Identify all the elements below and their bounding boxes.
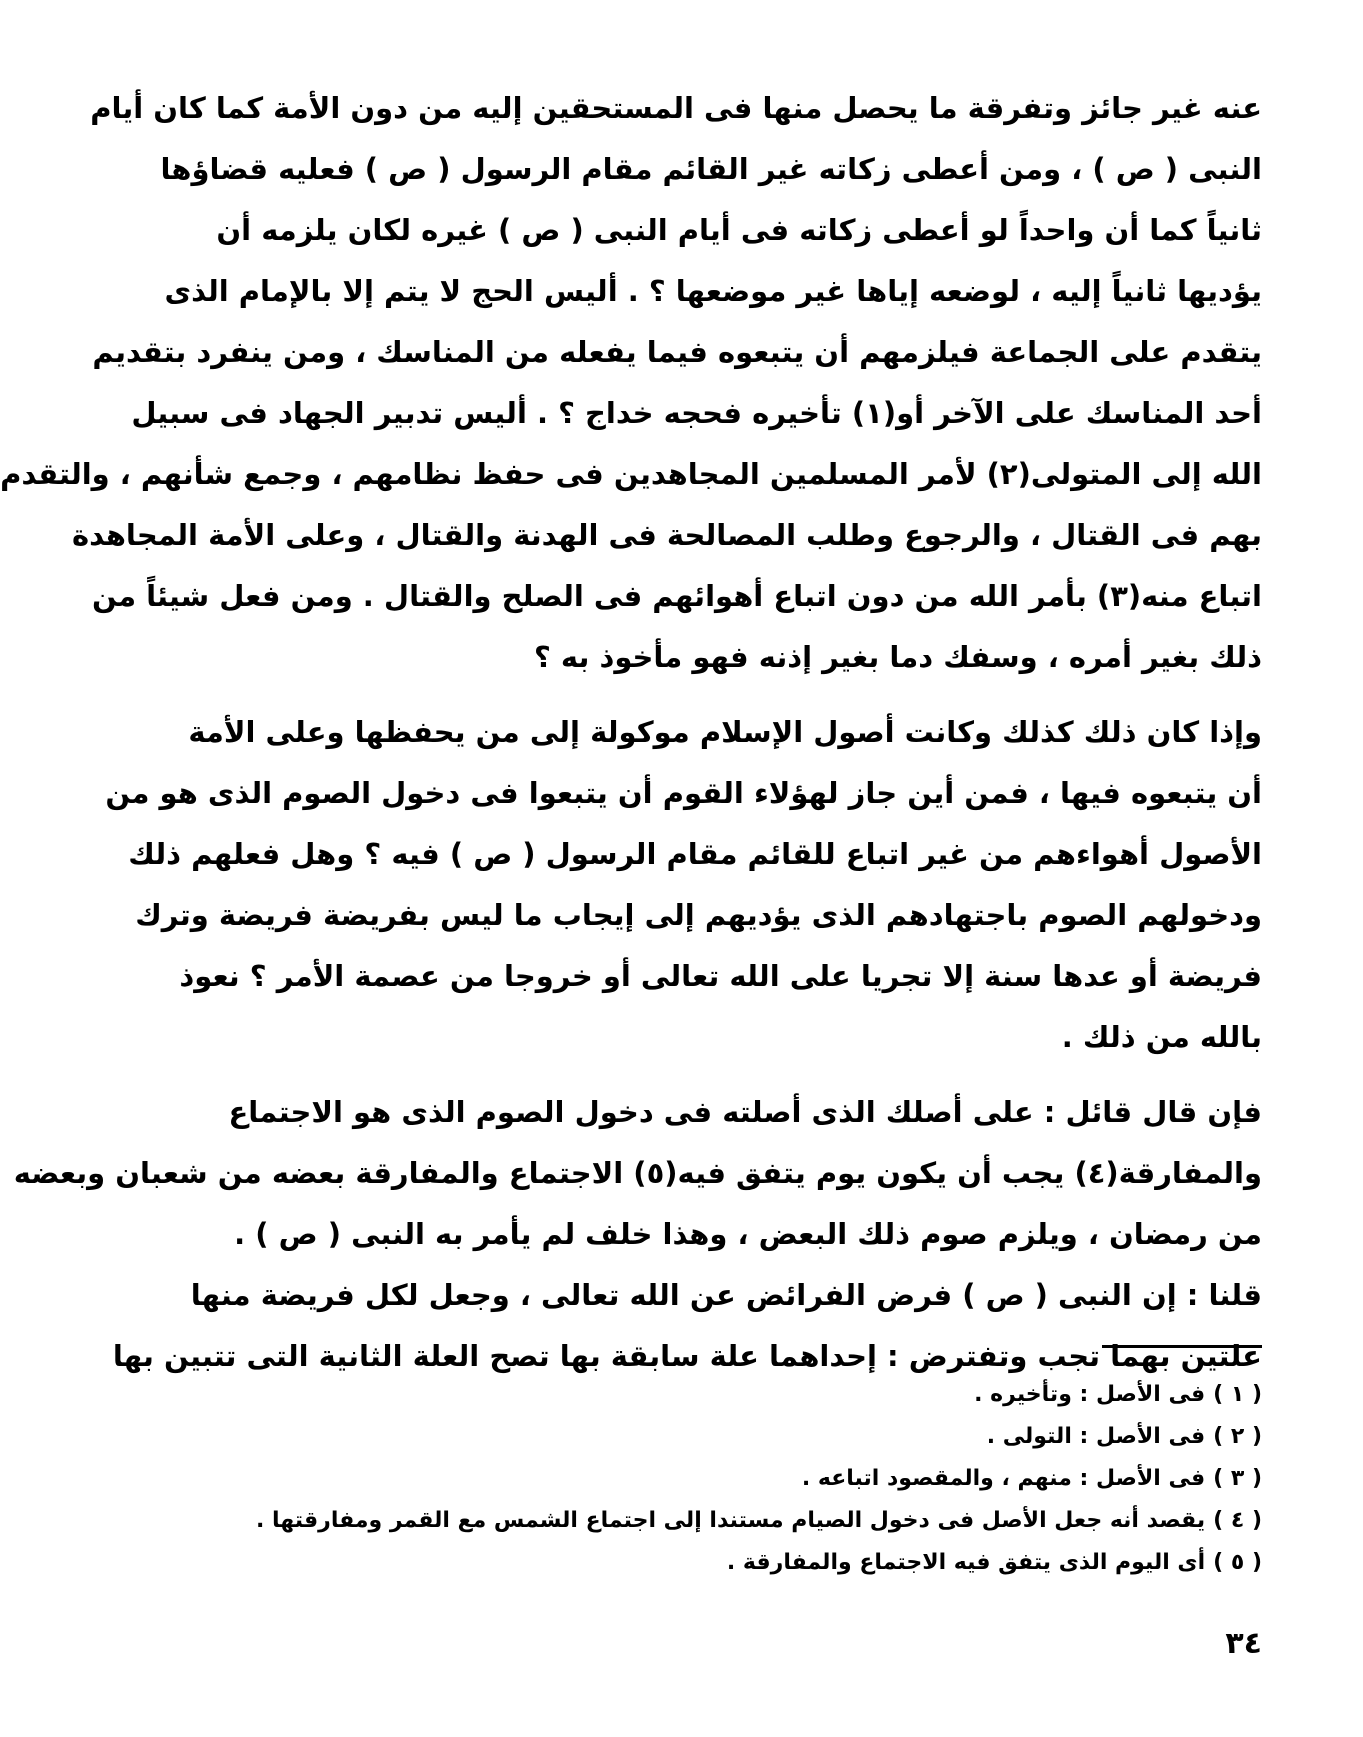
text-line: والمفارقة(٤) يجب أن يكون يوم يتفق فيه(٥) الاجتماع والمفارقة بعضه من شعبان وبعضه <box>13 1156 1262 1190</box>
text-line: بالله من ذلك . <box>1061 1020 1262 1054</box>
text-line: ثانياً كما أن واحداً لو أعطى زكاته فى أيام النبى ( ص ) غيره لكان يلزمه أن <box>216 213 1262 247</box>
footnote-number: ( ١ ) <box>1213 1382 1262 1407</box>
text-line: أحد المناسك على الآخر أو(١) تأخيره فحجه خداج ؟ . أليس تدبير الجهاد فى سبيل <box>131 396 1262 430</box>
text-line: النبى ( ص ) ، ومن أعطى زكاته غير القائم مقام الرسول ( ص ) فعليه قضاؤها <box>160 152 1262 186</box>
text-line: يتقدم على الجماعة فيلزمهم أن يتبعوه فيما يفعله من المناسك ، ومن ينفرد بتقديم <box>92 335 1262 369</box>
footnote-text: فى الأصل : التولى . <box>986 1424 1206 1449</box>
text-line: أن يتبعوه فيها ، فمن أين جاز لهؤلاء القوم أن يتبعوا فى دخول الصوم الذى هو من <box>105 776 1262 810</box>
footnote <box>314 1542 1262 1584</box>
footnote-text: فى الأصل : منهم ، والمقصود اتباعه . <box>801 1466 1206 1491</box>
text-line: من رمضان ، ويلزم صوم ذلك البعض ، وهذا خلف لم يأمر به النبى ( ص ) . <box>234 1217 1262 1251</box>
footnote-text: يقصد أنه جعل الأصل فى دخول الصيام مستندا إلى اجتماع الشمس مع القمر ومفارقتها . <box>255 1508 1206 1533</box>
text-line: الأصول أهواءهم من غير اتباع للقائم مقام الرسول ( ص ) فيه ؟ وهل فعلهم ذلك <box>128 837 1262 871</box>
paragraph <box>105 702 1262 1068</box>
text-line: ذلك بغير أمره ، وسفك دما بغير إذنه فهو مأخوذ به ؟ <box>533 640 1262 674</box>
footnote-number: ( ٣ ) <box>1213 1466 1262 1491</box>
text-line: فإن قال قائل : على أصلك الذى أصلته فى دخول الصوم الذى هو الاجتماع <box>228 1095 1262 1129</box>
paragraph <box>0 78 1262 688</box>
page-number: ٣٤ <box>1225 1626 1262 1661</box>
text-line: اتباع منه(٣) بأمر الله من دون اتباع أهوائهم فى الصلح والقتال . ومن فعل شيئاً من <box>91 579 1262 613</box>
footnote-text: أى اليوم الذى يتفق فيه الاجتماع والمفارقة . <box>726 1550 1206 1575</box>
footnote <box>314 1458 1262 1500</box>
text-line: يؤديها ثانياً إليه ، لوضعه إياها غير موضعها ؟ . أليس الحج لا يتم إلا بالإمام الذى <box>164 274 1262 308</box>
footnotes <box>255 1374 1262 1584</box>
text-line: قلنا : إن النبى ( ص ) فرض الفرائض عن الله تعالى ، وجعل لكل فريضة منها <box>190 1278 1262 1312</box>
footnote-text: فى الأصل : وتأخيره . <box>974 1382 1206 1407</box>
footnote <box>314 1374 1262 1416</box>
text-line: فريضة أو عدها سنة إلا تجريا على الله تعالى أو خروجا من عصمة الأمر ؟ نعوذ <box>179 959 1262 993</box>
footnote-number: ( ٢ ) <box>1213 1424 1262 1449</box>
text-line: وإذا كان ذلك كذلك وكانت أصول الإسلام موكولة إلى من يحفظها وعلى الأمة <box>188 715 1262 749</box>
footnote-divider <box>1102 1345 1262 1348</box>
body-text <box>0 78 1262 1387</box>
book-page <box>0 78 1262 1698</box>
text-line: الله إلى المتولى(٢) لأمر المسلمين المجاهدين فى حفظ نظامهم ، وجمع شأنهم ، والتقدم <box>0 457 1262 491</box>
text-line: بهم فى القتال ، والرجوع وطلب المصالحة فى الهدنة والقتال ، وعلى الأمة المجاهدة <box>71 518 1262 552</box>
text-line: علتين بهما تجب وتفترض : إحداهما علة سابقة بها تصح العلة الثانية التى تتبين بها <box>112 1339 1262 1373</box>
footnote-number: ( ٤ ) <box>1213 1508 1262 1533</box>
footnote-number: ( ٥ ) <box>1213 1550 1262 1575</box>
footnote <box>314 1416 1262 1458</box>
text-line: عنه غير جائز وتفرقة ما يحصل منها فى المستحقين إليه من دون الأمة كما كان أيام <box>90 91 1262 125</box>
paragraph <box>13 1082 1262 1387</box>
footnote <box>255 1500 1262 1542</box>
text-line: ودخولهم الصوم باجتهادهم الذى يؤديهم إلى إيجاب ما ليس بفريضة فريضة وترك <box>135 898 1262 932</box>
